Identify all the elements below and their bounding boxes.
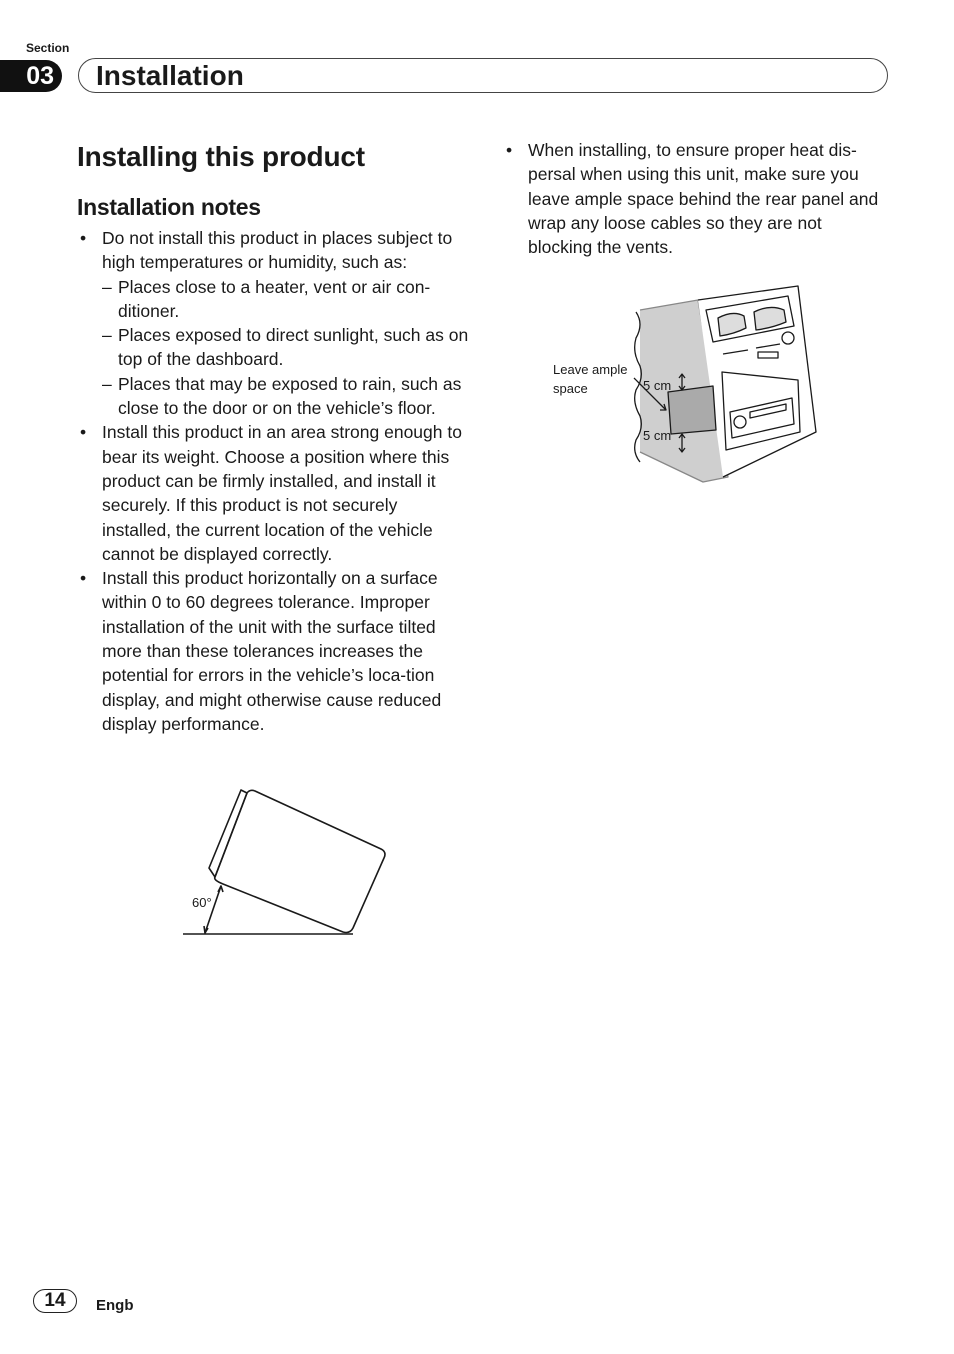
bottom-gap-label: 5 cm: [643, 428, 672, 443]
top-gap-label: 5 cm: [643, 378, 672, 393]
note-item: • Install this product horizontally on a surface within 0 to 60 degrees tolerance. Improper installation of the unit with the surface tilted more than these tolerances increases the potential for errors in the vehicle’s loca-tion display, and might otherwise cause reduced display performance.: [78, 566, 470, 736]
page-title: Installing this product: [77, 141, 365, 172]
installation-notes: [78, 226, 470, 736]
section-number-badge: 03: [0, 60, 62, 92]
installed-unit: [668, 386, 716, 434]
note-sublist: [102, 275, 470, 421]
space-label-line2: space: [553, 381, 588, 396]
dashboard-installation-illustration: [548, 282, 828, 487]
note-subitem: – Places exposed to direct sunlight, such as on top of the dashboard.: [102, 323, 470, 372]
section-title: Installation: [96, 60, 244, 91]
note-item: • Install this product in an area strong enough to bear its weight. Choose a position where this product can be firmly installed, and install it securely. If this product is not securely installed, the current location of the vehicle cannot be displayed correctly.: [78, 420, 470, 566]
section-label: Section: [26, 41, 70, 55]
note-subitem: – Places that may be exposed to rain, such as close to the door or on the vehicle’s floor.: [102, 372, 470, 421]
note-text: Do not install this product in places subject to high temperatures or humidity, such as:: [102, 228, 453, 273]
note-subitem: – Places close to a heater, vent or air con-ditioner.: [102, 275, 470, 324]
space-label-line1: Leave ample: [553, 362, 628, 377]
note-item: [78, 226, 470, 420]
language-code: Engb: [96, 1297, 134, 1314]
unit-front-panel: [209, 790, 247, 877]
page-number: 14: [33, 1289, 77, 1313]
angle-label: 60°: [192, 895, 212, 910]
tilt-angle-illustration: [175, 780, 395, 940]
note-item: • When installing, to ensure proper heat dis-persal when using this unit, make sure you leave ample space behind the rear panel and wrap any loose cables so they are not blocking the vents.: [504, 138, 886, 259]
heat-dispersal-note: [504, 138, 886, 259]
subsection-title: Installation notes: [77, 194, 261, 220]
